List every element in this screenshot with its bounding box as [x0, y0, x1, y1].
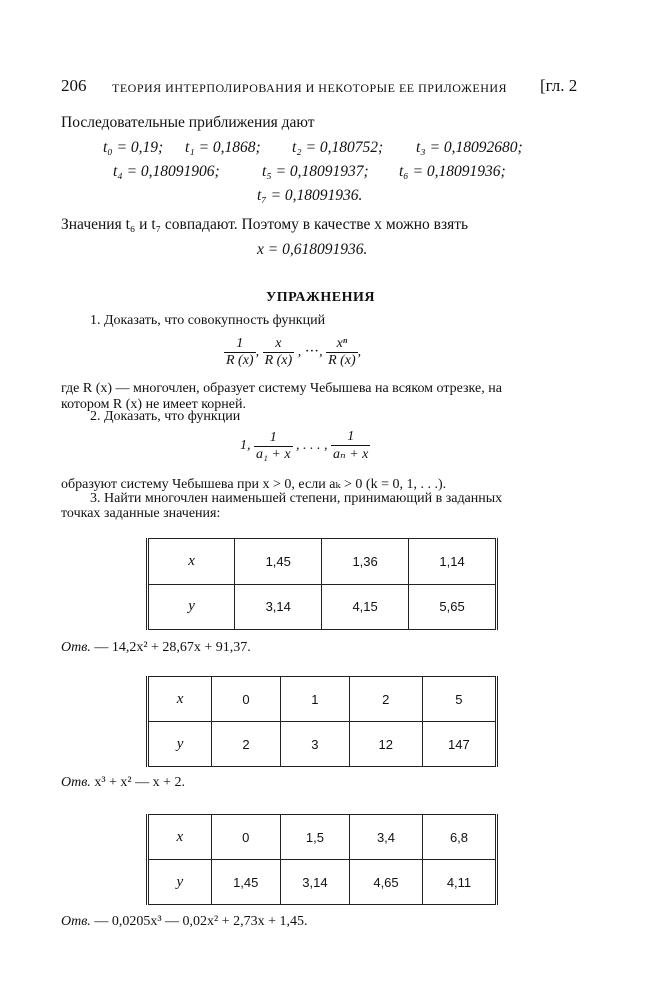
- answer-label: Отв.: [61, 640, 91, 655]
- table-cell: 1,5: [280, 815, 349, 860]
- table-cell: y: [148, 860, 212, 905]
- page-number: 206: [61, 76, 87, 95]
- fraction: $\frac{1}{\text{a₁ + x}}$: [256, 429, 291, 462]
- answer-expression: — 0,0205x³ — 0,02x² + 2,73x + 1,45.: [94, 914, 308, 929]
- exercise-1-text: 1. Доказать, что совокупность функций: [90, 313, 326, 328]
- table-cell: x: [148, 677, 212, 722]
- answer-label: Отв.: [61, 775, 91, 790]
- running-title: ТЕОРИЯ ИНТЕРПОЛИРОВАНИЯ И НЕКОТОРЫЕ ЕЕ ПРИЛОЖЕНИЯ: [112, 81, 508, 95]
- approx-t3: t₃ = 0,18092680;: [416, 139, 523, 156]
- table-cell: 1,45: [235, 539, 322, 585]
- data-table-1: [146, 538, 498, 630]
- table-cell: 4,65: [350, 860, 423, 905]
- table-cell: y: [148, 722, 212, 767]
- approx-t2: t₂ = 0,180752;: [292, 139, 384, 156]
- table-row: [148, 860, 497, 905]
- answer-2: [61, 775, 185, 791]
- table-cell: 6,8: [423, 815, 497, 860]
- fraction: $\frac{\text{xⁿ}}{R (x)}$: [328, 336, 356, 368]
- exercise-3-line2: точках заданные значения:: [61, 506, 221, 521]
- conclusion-line: Значения t₆ и t₇ совпадают. Поэтому в качестве x можно взять: [61, 216, 469, 233]
- table-cell: x: [148, 815, 212, 860]
- table-cell: 3: [280, 722, 349, 767]
- data-table-3: [146, 814, 498, 905]
- approx-t1: t₁ = 0,1868;: [185, 139, 261, 156]
- approx-t4: t₄ = 0,18091906;: [113, 163, 220, 180]
- exercise-1-line2: где R (x) — многочлен, образует систему Чебышева на всяком отрезке, на: [61, 381, 502, 396]
- table-cell: 2: [349, 677, 422, 722]
- approx-t6: t₆ = 0,18091936;: [399, 163, 506, 180]
- table-cell: 1,36: [322, 539, 409, 585]
- exercise-1-formula: $\frac{1}{R (x)}$ , $\frac{x}{R (x)}$ , ⋅⋅⋅, $\frac{\text{xⁿ}}{R (x)}$ ,: [226, 336, 362, 368]
- fraction: $\frac{x}{R (x)}$: [264, 336, 293, 368]
- table-cell: 5: [422, 677, 496, 722]
- fraction: $\frac{1}{R (x)}$: [226, 336, 254, 368]
- section-title: УПРАЖНЕНИЯ: [266, 290, 375, 305]
- answer-expression: x³ + x² — x + 2.: [94, 775, 185, 790]
- table-row: [148, 815, 497, 860]
- result-line: x = 0,618091936.: [257, 241, 368, 258]
- table-cell: 12: [349, 722, 422, 767]
- exercise-2-formula: 1, $\frac{1}{\text{a₁ + x}}$ , . . . , $\frac{1}{\text{aₙ + x}}$: [240, 429, 369, 462]
- table-cell: 1,45: [211, 860, 280, 905]
- table-cell: 3,14: [235, 584, 322, 630]
- answer-1: [61, 640, 251, 656]
- table-cell: 147: [422, 722, 496, 767]
- table-cell: y: [148, 584, 235, 630]
- table-cell: x: [148, 539, 235, 585]
- exercise-1-line3: котором R (x) не имеет корней.: [61, 397, 246, 412]
- exercise-2-line2: образуют систему Чебышева при x > 0, если aₖ > 0 (k = 0, 1, . . .).: [61, 477, 447, 492]
- table-cell: 2: [212, 722, 281, 767]
- table-cell: 0: [212, 677, 281, 722]
- exercise-3-line1: 3. Найти многочлен наименьшей степени, принимающий в заданных: [90, 491, 503, 506]
- table-cell: 5,65: [409, 584, 497, 630]
- fraction: $\frac{1}{\text{aₙ + x}}$: [333, 429, 369, 462]
- table-cell: 3,14: [280, 860, 349, 905]
- table-cell: 4,11: [423, 860, 497, 905]
- answer-label: Отв.: [61, 914, 91, 929]
- data-table-2: [146, 676, 498, 767]
- table-cell: 0: [211, 815, 280, 860]
- table-row: [148, 539, 497, 585]
- table-cell: 1,14: [409, 539, 497, 585]
- approx-t5: t₅ = 0,18091937;: [262, 163, 369, 180]
- table-row: [148, 677, 497, 722]
- exercise-2-text: 2. Доказать, что функции: [90, 409, 241, 424]
- approx-t0: t₀ = 0,19;: [103, 139, 164, 156]
- chapter-ref: [гл. 2: [540, 76, 578, 95]
- answer-expression: — 14,2x² + 28,67x + 91,37.: [94, 640, 251, 655]
- approx-t7: t₇ = 0,18091936.: [257, 187, 363, 204]
- table-cell: 3,4: [350, 815, 423, 860]
- table-row: [148, 584, 497, 630]
- intro-line: Последовательные приближения дают: [61, 114, 315, 131]
- table-row: [148, 722, 497, 767]
- table-cell: 4,15: [322, 584, 409, 630]
- answer-3: [61, 914, 308, 930]
- table-cell: 1: [280, 677, 349, 722]
